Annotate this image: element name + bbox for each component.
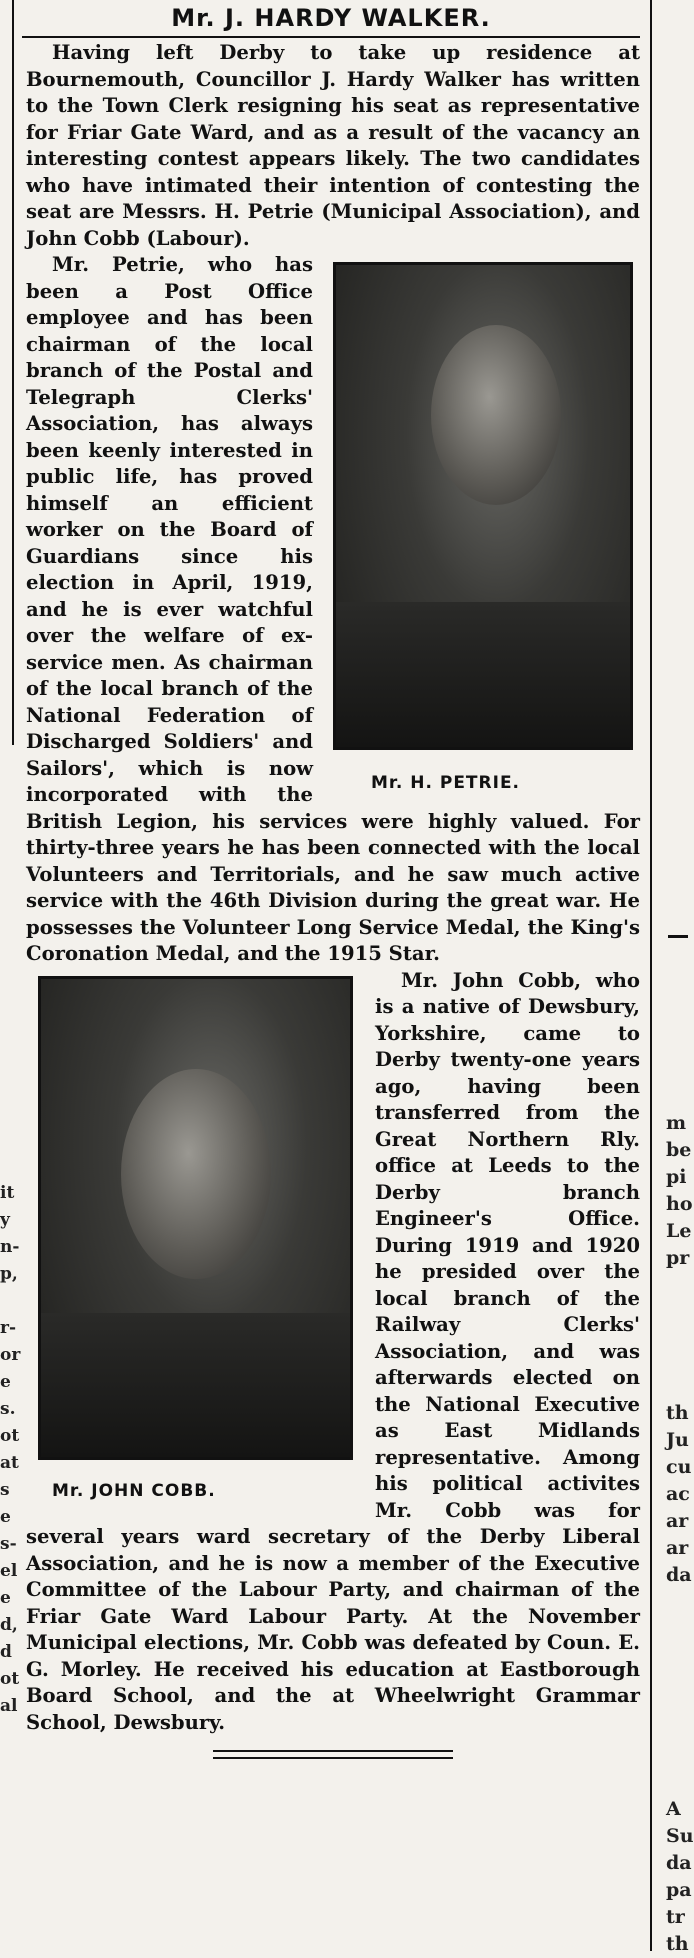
petrie-caption: Mr. H. PETRIE. xyxy=(371,773,521,793)
right-neighbour-rule xyxy=(668,935,688,938)
petrie-portrait xyxy=(333,262,633,750)
headline: Mr. J. HARDY WALKER. xyxy=(171,4,491,32)
cobb-portrait xyxy=(38,976,353,1460)
paragraph-petrie: Mr. Petrie, who has been a Post Office employee and has been chairman of the local branch of the Postal and Telegraph Clerks' Association, has always been keenly interested in public life, has proved himself an efficient worker on the Board of Guardians since his election in April, 1919, and he is ever watchful over the welfare of ex-service men. As chairman of the local branch of the National Federation of Discharged Soldiers' and Sailors', which is now incorporated with the British Legion, his services were highly valued. For thirty-three years he has been connected with the local Volunteers and Territorials, and he saw much active service with the 46th Division during the great war. He possesses the Volunteer Long Service Medal, the King's Coronation Medal, and the 1915 Star. xyxy=(26,253,640,965)
end-rule xyxy=(213,1750,453,1759)
cobb-photo-block xyxy=(26,976,361,1505)
paragraph-intro: Having left Derby to take up residence at Bournemouth, Councillor J. Hardy Walker has written to the Town Clerk resigning his seat as representative for Friar Gate Ward, and as a result of the vacancy an interesting contest appears likely. The two candidates who have intimated their intention of contesting the seat are Messrs. H. Petrie (Municipal Association), and John Cobb (Labour). xyxy=(26,41,640,250)
left-column-rule xyxy=(12,0,14,745)
cobb-caption: Mr. JOHN COBB. xyxy=(52,1480,216,1501)
neighbour-column-fragment-3: A Su da pa tr th xyxy=(666,1798,694,1955)
headline-underline xyxy=(22,36,640,38)
petrie-photo-block xyxy=(325,262,640,797)
neighbour-column-fragment-2: th Ju cu ac ar ar da xyxy=(666,1402,692,1586)
paragraph-cobb: Mr. John Cobb, who is a native of Dewsbury, Yorkshire, came to Derby twenty-one years ago, having been transferred from the Great Northern Rly. office at Leeds to the Derby branch Engineer's Office. During 1919 and 1920 he presided over the local branch of the Railway Clerks' Association, and was afterwards elected on the National Executive as East Midlands representative. Among his political activites Mr. Cobb was for several years ward secretary of the Derby Liberal Association, and he is now a member of the Executive Committee of the Labour Party, and chairman of the Friar Gate Ward Labour Party. At the November Municipal elections, Mr. Cobb was defeated by Coun. E. G. Morley. He received his education at Eastborough Board School, and the at Wheelwright Grammar School, Dewsbury. xyxy=(26,968,640,1734)
article-body xyxy=(26,40,640,1759)
left-neighbour-fragment: it y n- p, r- or e s. ot at s e s- el e d, d ot al xyxy=(0,1183,21,1716)
neighbour-column-fragment: m be pi ho Le pr xyxy=(666,1112,693,1269)
right-column-rule xyxy=(650,0,652,1951)
